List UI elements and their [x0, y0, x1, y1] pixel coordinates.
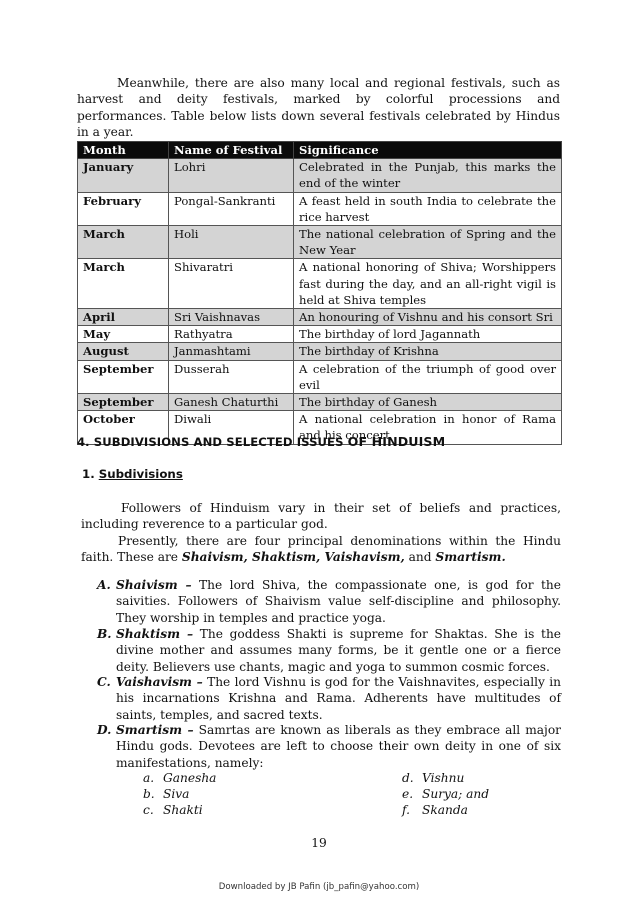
cell-festival: Sri Vaishnavas [169, 309, 294, 326]
cell-significance: A national honoring of Shiva; Worshippers fast during the day, and an all-right vigil is held at Shiva temples [294, 259, 562, 309]
table-row [78, 309, 562, 326]
intro-paragraph: Meanwhile, there are also many local and regional festivals, such as harvest and deity festivals, marked by colorful processions and performances. Table below lists down several festivals celebrated by Hindus in a year. [77, 76, 560, 140]
cell-festival: Shivaratri [169, 259, 294, 309]
cell-significance: A national celebration in honor of Rama and his concert [294, 411, 562, 444]
cell-significance: The birthday of Ganesh [294, 394, 562, 411]
list-item: c. Shakti [143, 803, 203, 817]
denominations-paragraph: Presently, there are four principal denominations within the Hindu faith. These are Shaivism, Shaktism, Vaishavism, and Smartism. [81, 534, 561, 565]
cell-significance: The birthday of Krishna [294, 343, 562, 360]
manifestations-right [402, 770, 489, 818]
table-row [78, 394, 562, 411]
cell-festival: Lohri [169, 159, 294, 192]
table-row [78, 259, 562, 309]
cell-month: August [78, 343, 169, 360]
table-row [78, 159, 562, 192]
list-item: e. Surya; and [402, 787, 490, 801]
page-number: 19 [311, 836, 327, 850]
denomination-item: A. Shaivism – The lord Shiva, the compassionate one, is god for the saivities. Followers of Shaivism value self-discipline and philosophy. They worship in temples and practice yoga. [97, 578, 561, 625]
list-item: b. Siva [143, 787, 190, 801]
table-row [78, 192, 562, 225]
denomination-item: B. Shaktism – The goddess Shakti is supreme for Shaktas. She is the divine mother and assumes many forms, be it gentle one or a fierce deity. Believers use chants, magic and yoga to summon cosmic forces. [97, 627, 562, 674]
header-festival: Name of Festival [169, 142, 294, 159]
cell-festival: Ganesh Chaturthi [169, 394, 294, 411]
cell-festival: Pongal-Sankranti [169, 192, 294, 225]
section-heading: 4. SUBDIVISIONS AND SELECTED ISSUES OF HINDUISM [77, 434, 446, 449]
cell-month: March [78, 226, 169, 259]
cell-month: May [78, 326, 169, 343]
table-row [78, 360, 562, 393]
cell-month: February [78, 192, 169, 225]
cell-festival: Dusserah [169, 360, 294, 393]
table-row [78, 226, 562, 259]
denomination-name: Smartism – [116, 723, 194, 737]
cell-festival: Holi [169, 226, 294, 259]
cell-significance: The birthday of lord Jagannath [294, 326, 562, 343]
cell-month: September [78, 394, 169, 411]
denomination-name: Vaishavism – [116, 675, 203, 689]
list-item: f. Skanda [402, 803, 468, 817]
cell-festival: Diwali [169, 411, 294, 444]
festival-table [77, 141, 562, 445]
denomination-item: D. Smartism – Samrtas are known as liberals as they embrace all major Hindu gods. Devotees are left to choose their own deity in one of six manifestations, namely: [97, 723, 561, 770]
manifestations-left [143, 770, 216, 818]
cell-month: March [78, 259, 169, 309]
denomination-name: Shaivism – [116, 578, 192, 592]
cell-month: January [78, 159, 169, 192]
cell-month: April [78, 309, 169, 326]
followers-paragraph: Followers of Hinduism vary in their set of beliefs and practices, including reverence to a particular god. [81, 501, 561, 532]
subsection-heading: 1. Subdivisions [82, 467, 183, 481]
item-label: D. [97, 723, 112, 737]
cell-festival: Janmashtami [169, 343, 294, 360]
cell-significance: An honouring of Vishnu and his consort Sri [294, 309, 562, 326]
denomination-item: C. Vaishavism – The lord Vishnu is god for the Vaishnavites, especially in his incarnations Krishna and Rama. Adherents have multitudes of saints, temples, and sacred texts. [97, 675, 561, 722]
list-item: d. Vishnu [402, 771, 465, 785]
cell-significance: A feast held in south India to celebrate the rice harvest [294, 192, 562, 225]
table-row [78, 343, 562, 360]
denomination-name: Shaktism – [116, 627, 194, 641]
item-label: C. [97, 675, 111, 689]
item-label: B. [97, 627, 112, 641]
item-label: A. [97, 578, 111, 592]
table-header-row [78, 142, 562, 159]
cell-month: September [78, 360, 169, 393]
cell-significance: A celebration of the triumph of good over evil [294, 360, 562, 393]
cell-significance: Celebrated in the Punjab, this marks the end of the winter [294, 159, 562, 192]
cell-month: October [78, 411, 169, 444]
cell-significance: The national celebration of Spring and the New Year [294, 226, 562, 259]
download-footer: Downloaded by JB Pafin (jb_pafin@yahoo.com) [218, 882, 420, 892]
header-significance: Significance [294, 142, 562, 159]
header-month: Month [78, 142, 169, 159]
list-item: a. Ganesha [143, 771, 217, 785]
cell-festival: Rathyatra [169, 326, 294, 343]
table-row [78, 326, 562, 343]
